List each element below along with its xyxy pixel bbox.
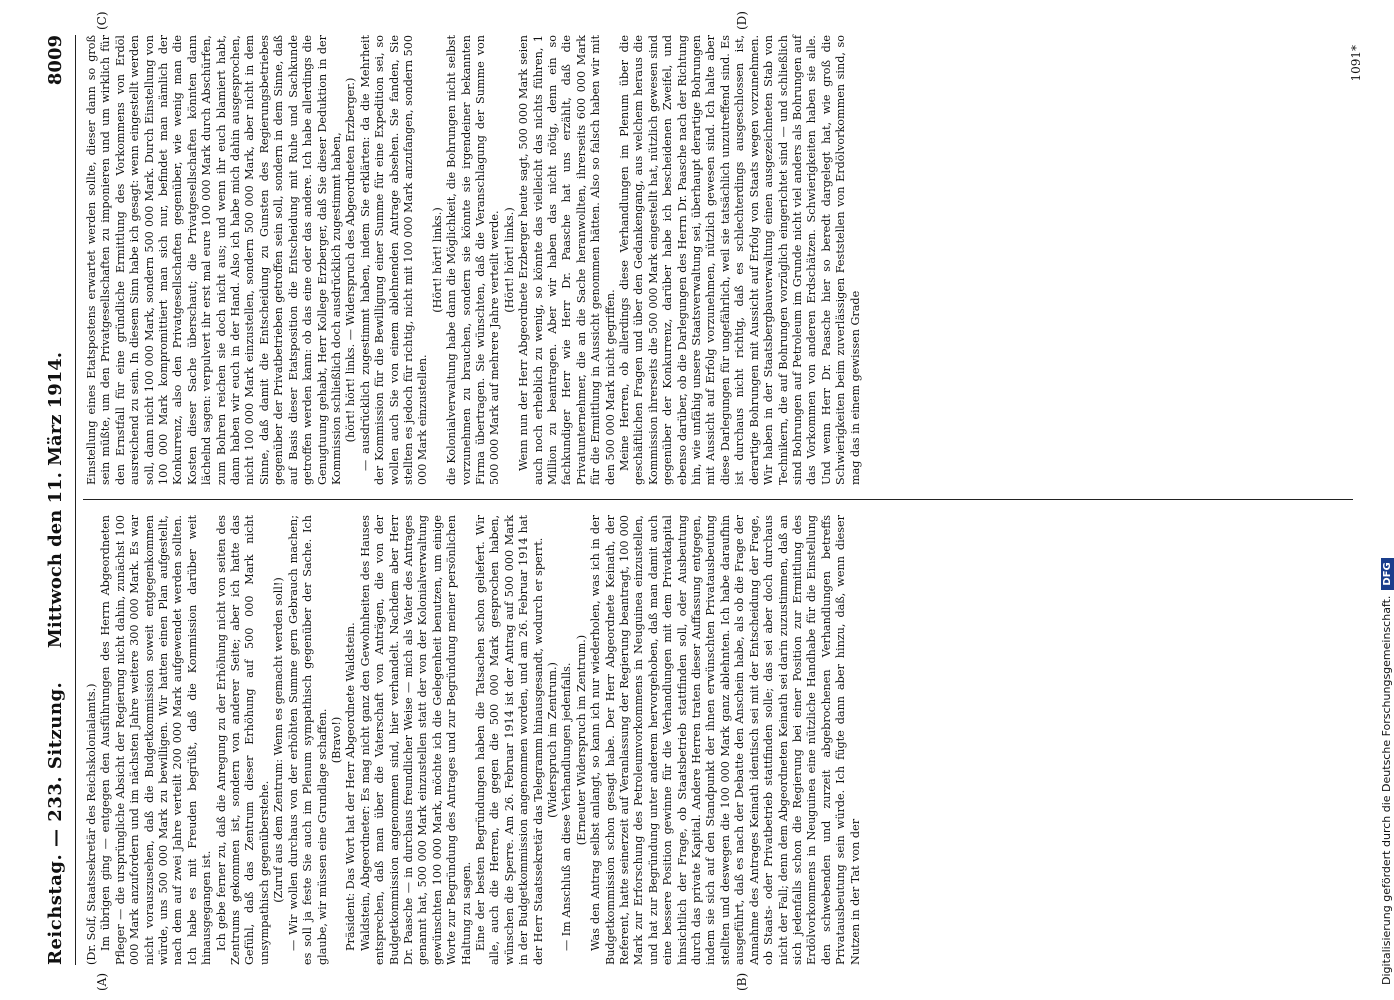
margin-mark-d: (D) — [735, 11, 749, 30]
page-number: 8009 — [45, 35, 66, 86]
interjection: (Hört! hört! links.) — [502, 207, 516, 313]
dfg-logo: DFG — [1381, 558, 1394, 589]
paragraph: Präsident: Das Wort hat der Herr Abgeordnete Waldstein. — [344, 622, 358, 951]
paragraph: Meine Herren, ob allerdings diese Verhandlungen im Plenum über die geschäftlichen Fragen und über den Gedankengang, aus welchem heraus die Kommission ihrerseits die 500 000 Mark eingestellt hat, nützlich gewesen sind gegenüber der Konkurrenz, darüber habe ich bescheidenen Zweifel, und ebenso darüber, ob die Darlegungen des Herrn Dr. Paasche nach der Richtung hin, wie unfähig unsere Staatsverwaltung sei, überhaupt derartige Bohrungen mit Aussicht auf Erfolg vorzunehmen, nützlich gewesen sind. Ich halte aber diese Darlegungen für ungefährlich, weil sie tatsächlich unzutreffend sind. Es ist durchaus nicht richtig, daß es schlechterdings ausgeschlossen ist, derartige Bohrungen mit Aussicht auf Erfolg von Staats wegen vorzunehmen. Wir haben in der Staatsbergbauverwaltung einen ausgezeichneten Stab von Technikern, die auf Bohrungen vorzüglich eingerichtet sind — und schließlich sind Bohrungen auf Petroleum im Grunde nicht viel anders als Bohrungen auf das Vorkommen von anderen Erdschätzen. Schwierigkeiten haben sie alle. Und wenn Herr Dr. Paasche hier so beredt dargelegt hat, wie groß die Schwierigkeiten beim zuverlässigen Feststellen von Erdölvorkommen sind, so mag das in einem gewissen Grade — [618, 35, 862, 485]
interjection: (Widerspruch im Zentrum.) — [546, 662, 559, 818]
column-divider — [83, 499, 1353, 500]
margin-mark-a: (A) — [95, 972, 109, 991]
footer-number: 1091* — [1349, 45, 1363, 82]
credit-text: Digitalisierung gefördert durch die Deutsche Forschungsgemeinschaft. — [1380, 595, 1393, 985]
paragraph: Im übrigen ging — entgegen den Ausführungen des Herrn Abgeordneten Pfleger — die ursprüngliche Absicht der Regierung nicht dahin, zunächst 100 000 Mark anzufordern und im nächsten Jahre weitere 300 000 Mark. Es war nicht vorauszusehen, daß die Budgetkommission soweit entgegenkommen würde, uns 500 000 Mark zu bewilligen. Wir hatten einen Plan aufgestellt, nach dem auf zwei Jahre verteilt 200 000 Mark aufgewendet werden sollten. Ich habe es mit Freuden begrüßt, daß die Kommission darüber weit hinausgegangen ist. — [99, 515, 214, 965]
left-column — [85, 515, 1345, 965]
paragraph: Eine der besten Begründungen haben die Tatsachen schon geliefert. Wir alle, auch die Herren, die gegen die 500 000 Mark gesprochen haben, wünschen die Sperre. Am 26. Februar 1914 ist der Antrag auf 500 000 Mark in der Budgetkommission angenommen worden, und am 26. Februar 1914 hat der Herr Staatssekretär das Telegramm hinausgesandt, wodurch er sperrt. — [473, 515, 545, 965]
paragraph: die Kolonialverwaltung habe dann die Möglichkeit, die Bohrungen nicht selbst vorzunehmen zu brauchen, sondern sie könnte sie irgendeiner bekannten Firma übertragen. Sie wünschten, daß die Veranschlagung der Summe von 500 000 Mark auf mehrere Jahre verteilt werde. — [445, 35, 502, 485]
rotated-page — [35, 11, 1365, 991]
header-left: Reichstag. — 233. Sitzung. — [45, 681, 66, 965]
paragraph: — Im Anschluß an diese Verhandlungen jedenfalls. — [560, 662, 574, 951]
paragraph: Ich gebe ferner zu, daß die Anregung zu der Erhöhung nicht von seiten des Zentrums gekommen ist, sondern von anderer Seite; aber ich hatte das Gefühl, daß das Zentrum dieser Erhöhung auf 500 000 Mark nicht unsympathisch gegenüberstehe. — [214, 515, 271, 965]
interjection: (Hört! hört! links.) — [430, 207, 444, 313]
paragraph: Einstellung eines Etatspostens erwartet werden sollte, dieser dann so groß sein müßte, um den Privatgesellschaften zu imponieren und um wirklich für den Ernstfall für eine gründliche Ermittlung des Vorkommens von Erdöl ausreichend zu sein. In diesem Sinn habe ich gesagt: wenn eingestellt werden soll, dann nicht 100 000 Mark, sondern 500 000 Mark. Durch Einstellung von 100 000 Mark kompromittiert man sich nur, befindet man nämlich der Konkurrenz, also den Privatgesellschaften gegenüber, wie wenig man die Kosten dieser Sache überschaut; die Privatgesellschaften könnten dann lächelnd sagen: verpulvert ihr erst mal eure 100 000 Mark durch Abschürfen, zum Bohren reichen sie doch nicht aus; und wenn ihr euch blamiert habt, dann haben wir euch in der Hand. Also ich habe mich dahin ausgesprochen, nicht 100 000 Mark einzustellen, sondern 500 000 Mark, aber nicht in dem Sinne, daß damit die Entscheidung zu Gunsten des Regierungsbetriebes gegenüber der Privatbetrieben getroffen sein soll, sondern in dem Sinne, daß auf Basis dieser Etatsposition die Entscheidung mit Ruhe und Sachkunde getroffen werden kann: ob das eine oder das andere. Ich habe allerdings die Genugtuung gehabt, Herr Kollege Erzberger, daß Sie dieser Deduktion in der Kommission schließlich doch ausdrücklich zugestimmt haben, — [85, 35, 343, 485]
interjection: (Zuruf aus dem Zentrum: Wenn es gemacht werden soll!) — [272, 577, 286, 903]
page-header — [35, 35, 76, 965]
paragraph: — Wir wollen durchaus von der erhöhten Summe gern Gebrauch machen; es soll ja feste Sie auch im Plenum sympathisch gegenüber der Sache. Ich glaube, wir müssen eine Grundlage schaffen. — [286, 515, 329, 965]
margin-mark-b: (B) — [735, 972, 749, 991]
digitization-credit — [1362, 10, 1393, 990]
paragraph: Waldstein, Abgeordneter: Es mag nicht ganz den Gewohnheiten des Hauses entsprechen, daß man über die Vaterschaft von Anträgen, die von der Budgetkommission angenommen sind, hier verhandelt. Nachdem aber Herr Dr. Paasche — in durchaus freundlicher Weise — mich als Vater des Antrages genannt hat, 500 000 Mark einzustellen statt der von der Kolonialverwaltung gewünschten 100 000 Mark, möchte ich die Gelegenheit benutzen, um einige Worte zur Begründung des Antrages und zur Begründung meiner persönlichen Haltung zu sagen. — [358, 515, 473, 965]
interjection: (Erneuter Widerspruch im Zentrum.) — [574, 634, 588, 846]
paragraph: Was den Antrag selbst anlangt, so kann ich nur wiederholen, was ich in der Budgetkommission schon gesagt habe. Der Herr Abgeordnete Keinath, der Referent, hatte seinerzeit auf Veranlassung der Regierung beantragt, 100 000 Mark zur Erforschung des Petroleumvorkommens in Neuguinea einzustellen, und hat zur Begründung unter anderem hervorgehoben, daß man damit auch eine bessere Position gewinne für die Verhandlungen mit dem Privatkapital hinsichtlich der Frage, ob Staatsbetrieb stattfinden soll, oder Ausbeutung durch das private Kapital. Andere Herren traten dieser Auffassung entgegen, indem sie sich auf den Standpunkt der ihnen erwünschten Privatausbeutung stellten und deswegen die 100 000 Mark ganz ablehnten. Ich habe daraufhin ausgeführt, daß es nach der Debatte den Anschein habe, als ob die Frage der Annahme des Antrages Keinath identisch sei mit der Entscheidung der Frage, ob Staats- oder Privatbetrieb stattfinden solle; das sei aber doch durchaus nicht der Fall; denn dem Abgeordneten Keinath sei darin zuzustimmen, daß an sich jedenfalls schon die Regierung bei einer Position zur Ermittlung des Erdölvorkommens in Neuguinea eine nützliche Handhabe für die Einstellung den schwebenden und zurzeit abgebrochenen Verhandlungen betreffs Privatausbeutung sein würde. Ich fügte dann aber hinzu, daß, wenn dieser Nutzen in der Tat von der — [589, 515, 862, 965]
speaker-attribution: (Dr. Solf, Staatssekretär des Reichskolonialamts.) — [85, 683, 98, 965]
margin-mark-c: (C) — [95, 11, 109, 30]
paragraph: — ausdrücklich zugestimmt haben, indem Sie erklärten: da die Mehrheit der Kommission für die Bewilligung einer Summe für eine Expedition sei, so wollen auch Sie von einem ablehnenden Antrage absehen. Sie fanden, Sie stellten es jedoch für richtig, nicht mit 100 000 Mark anzufangen, sondern 500 000 Mark einzustellen. — [358, 34, 430, 485]
paragraph: Wenn nun der Herr Abgeordnete Erzberger heute sagt, 500 000 Mark seien auch noch erheblich zu wenig, so könnte das vielleicht das nichts führen, 1 Million zu beantragen. Aber wir haben das nicht nötig, denn ein so fachkundiger Herr wie Herr Dr. Paasche hat uns erzählt, daß die Privatunternehmer, die an die Sache heranwollten, ihrerseits 600 000 Mark für die Ermittlung in Aussicht genommen hätten. Also so falsch haben wir mit den 500 000 Mark nicht gegriffen. — [517, 35, 617, 485]
interjection: (Bravo!) — [329, 716, 343, 764]
interjection: (hört! hört! links. — Widerspruch des Abgeordneten Erzberger.) — [344, 77, 358, 443]
right-column — [85, 35, 1345, 485]
header-date: Mittwoch den 11. März 1914. — [45, 351, 66, 649]
